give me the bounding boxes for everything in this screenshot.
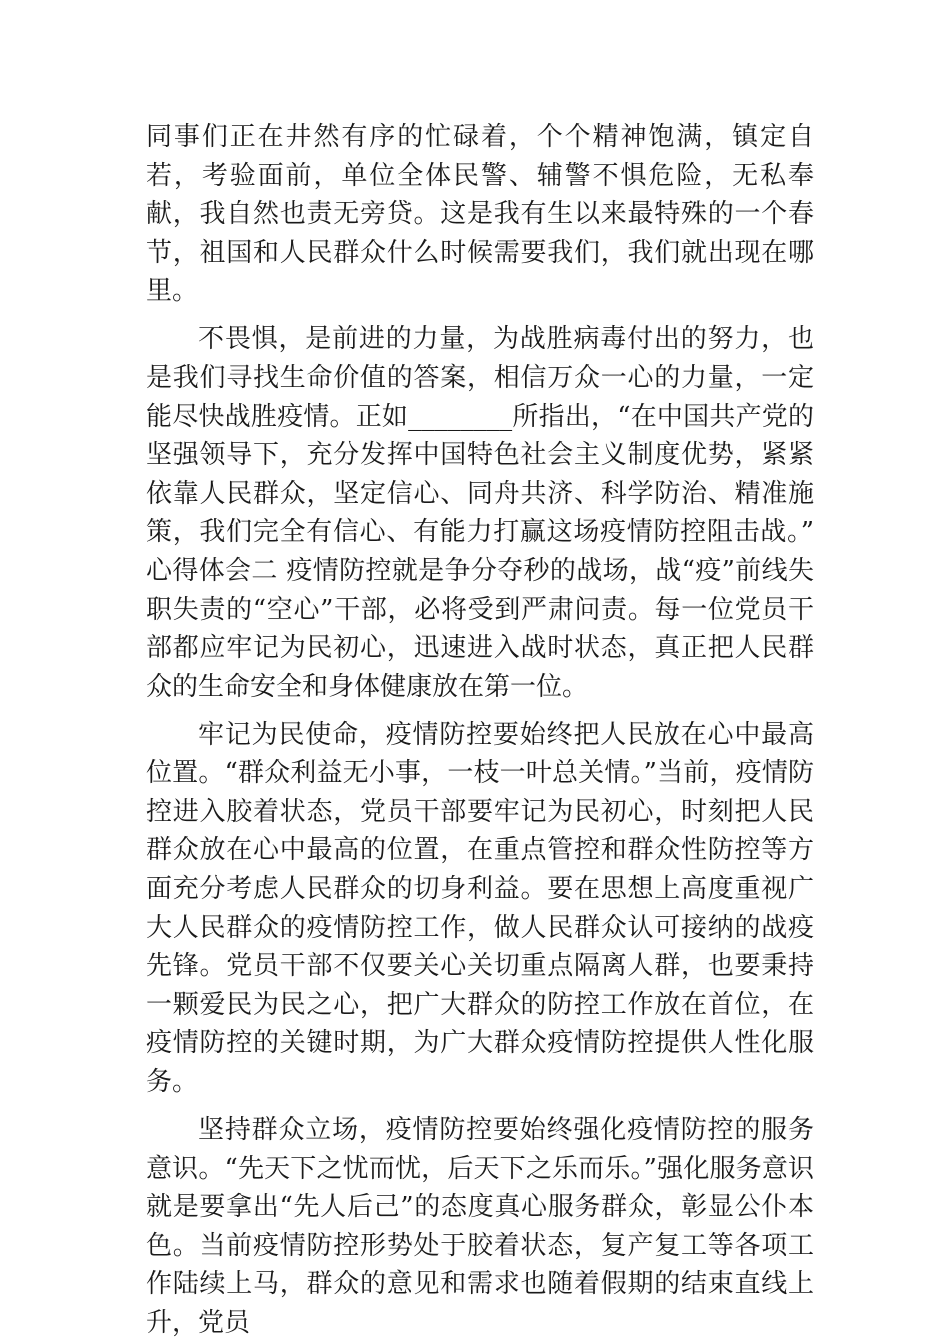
paragraph-3: 牢记为民使命，疫情防控要始终把人民放在心中最高位置。“群众利益无小事，一枝一叶总关情。”当前，疫情防控进入胶着状态，党员干部要牢记为民初心，时刻把人民群众放在心中最高的位置，在重点管控和群众性防控等方面充分考虑人民群众的切身利益。要在思想上高度重视广大人民群众的疫情防控工作，做人民群众认可接纳的战疫先锋。党员干部不仅要关心关切重点隔离人群，也要秉持一颗爱民为民之心，把广大群众的防控工作放在首位，在疫情防控的关键时期，为广大群众疫情防控提供人性化服务。 [146,719,814,1098]
paragraph-4: 坚持群众立场，疫情防控要始终强化疫情防控的服务意识。“先天下之忧而忧，后天下之乐而乐。”强化服务意识就是要拿出“先人后己”的态度真心服务群众，彰显公仆本色。当前疫情防控形势处于胶着状态，复产复工等各项工作陆续上马，群众的意见和需求也随着假期的结束直线上升，党员 [146,1115,814,1338]
document-body [146,118,814,1343]
paragraph-1: 同事们正在井然有序的忙碌着，个个精神饱满，镇定自若，考验面前，单位全体民警、辅警不惧危险，无私奉献，我自然也责无旁贷。这是我有生以来最特殊的一个春节，祖国和人民群众什么时候需要我们，我们就出现在哪里。 [146,122,814,307]
paragraph-2: 不畏惧，是前进的力量，为战胜病毒付出的努力，也是我们寻找生命价值的答案，相信万众一心的力量，一定能尽快战胜疫情。正如________所指出，“在中国共产党的坚强领导下，充分发挥中国特色社会主义制度优势，紧紧依靠人民群众，坚定信心、同舟共济、科学防治、精准施策，我们完全有信心、有能力打赢这场疫情防控阻击战。” 心得体会二 疫情防控就是争分夺秒的战场，战“疫”前线失职失责的“空心”干部，必将受到严肃问责。每一位党员干部都应牢记为民初心，迅速进入战时状态，真正把人民群众的生命安全和身体健康放在第一位。 [146,324,814,702]
